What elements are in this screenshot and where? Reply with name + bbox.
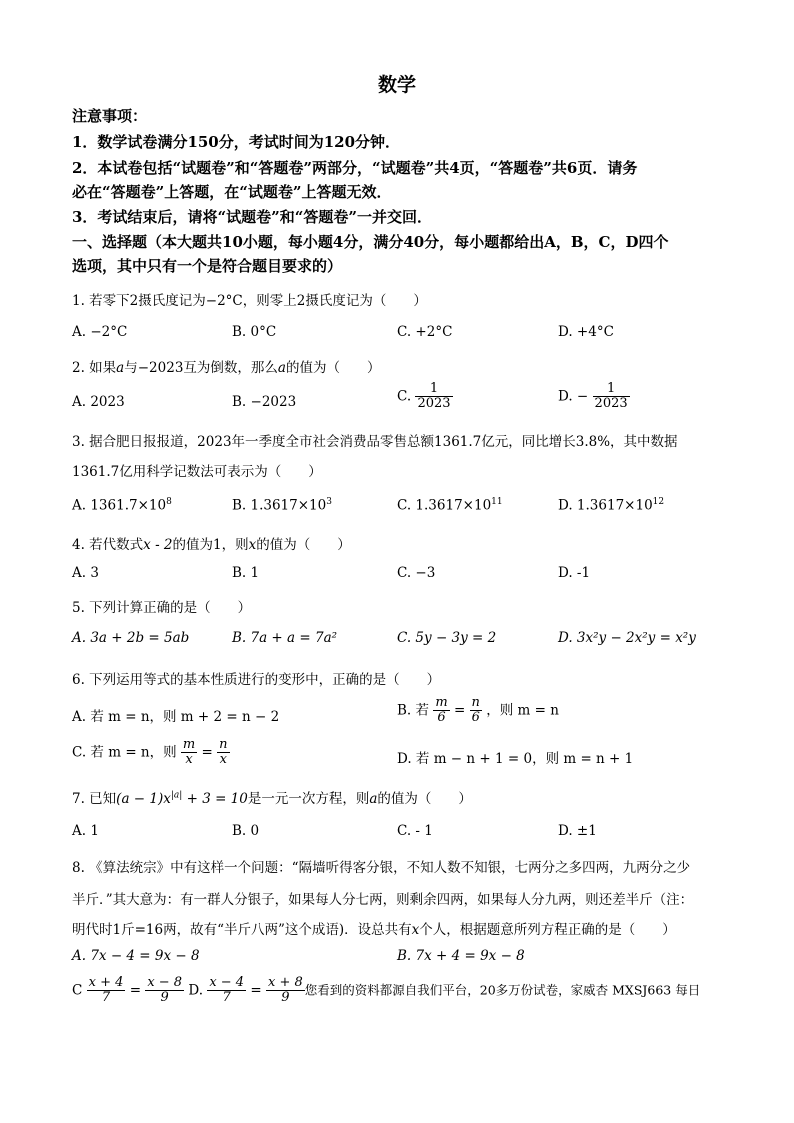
stem-text: 的值为（ ） — [377, 791, 472, 807]
option-text: D. 1.3617×10 — [558, 497, 653, 514]
denominator: x — [219, 752, 228, 768]
denominator: 6 — [471, 710, 480, 726]
question-1-stem — [72, 289, 427, 309]
denominator: 9 — [281, 990, 290, 1006]
option-b: B. 7x + 4 = 9x − 8 — [397, 948, 525, 964]
stem-text: 4. 若代数式 — [72, 537, 144, 553]
question-8-options-row2 — [72, 976, 732, 1016]
section-heading: 选项，其中只有一个是符合题目要求的） — [72, 257, 343, 275]
question-3-stem: 1361.7亿用科学记数法可表示为（ ） — [72, 464, 322, 480]
numerator: x + 4 — [88, 975, 124, 990]
fraction — [207, 976, 246, 1006]
option-label: D. − — [558, 388, 589, 405]
stem-text: 7. 已知 — [72, 791, 117, 807]
denominator: 6 — [437, 710, 446, 726]
watermark-text: 您看到的资料都源自我们平台，20多万份试卷，家威杏 MXSJ663 每日 — [304, 982, 701, 998]
numerator: 1 — [593, 382, 630, 397]
stem-exponent: |a| — [170, 790, 183, 801]
numerator: n — [471, 695, 480, 710]
stem-math: (a − 1)x — [116, 791, 171, 807]
notice-item: 2．本试卷包括“试题卷”和“答题卷”两部分，“试题卷”共4页，“答题卷”共6页．请务 — [72, 159, 638, 177]
option-text: A. 1361.7×10 — [72, 497, 167, 514]
option-a: A. 7x − 4 = 9x − 8 — [72, 948, 200, 964]
notice-heading: 注意事项： — [72, 107, 148, 125]
numerator: n — [219, 737, 228, 752]
fraction — [433, 696, 449, 726]
question-5-stem: 5. 下列计算正确的是（ ） — [72, 600, 252, 616]
fraction — [87, 976, 126, 1006]
option-c: C. +2°C — [397, 324, 453, 340]
stem-var: a — [116, 360, 125, 376]
option-a: A. 若 m = n，则 m + 2 = n − 2 — [72, 709, 280, 725]
option-d — [558, 497, 664, 514]
option-label: D. — [188, 982, 204, 999]
stem-text: 与−2023互为倒数，那么 — [124, 360, 278, 376]
equals: = — [201, 744, 213, 761]
option-b: B. −2023 — [232, 394, 297, 410]
numerator: x + 8 — [267, 975, 303, 990]
stem-text: 1. 若零下2摄氏度记为 — [72, 293, 206, 309]
option-c: C. −3 — [397, 565, 436, 581]
denominator: 9 — [160, 990, 169, 1006]
option-text: B. 若 — [397, 702, 430, 719]
fraction — [181, 738, 197, 768]
question-6-stem: 6. 下列运用等式的基本性质进行的变形中，正确的是（ ） — [72, 672, 441, 688]
option-b: B. 1 — [232, 565, 260, 581]
stem-text: 是一元一次方程，则 — [247, 791, 370, 807]
option-text: ，则 m = n — [486, 702, 559, 719]
question-8-stem — [72, 918, 676, 938]
notice-item: 3．考试结束后，请将“试题卷”和“答题卷”一并交回． — [72, 208, 432, 226]
question-1-options — [72, 324, 732, 346]
stem-text: 2. 如果 — [72, 360, 117, 376]
option-d: D. -1 — [558, 565, 591, 581]
option-c — [397, 382, 453, 412]
option-a: A. −2°C — [72, 324, 128, 340]
question-2-options — [72, 382, 732, 420]
option-d — [558, 382, 630, 412]
stem-var: a — [369, 791, 378, 807]
option-c — [72, 976, 700, 1006]
stem-text: 明代时1斤=16两，故有“半斤八两”这个成语)．设总共有 — [72, 922, 412, 938]
question-3-stem: 3. 据合肥日报报道，2023年一季度全市社会消费品零售总额1361.7亿元，同比增长3.8%，其中数据 — [72, 434, 678, 450]
fraction — [217, 738, 229, 768]
exponent: 11 — [491, 497, 503, 507]
notice-item: 1．数学试卷满分150分，考试时间为120分钟． — [72, 133, 401, 151]
stem-text: 的值为1，则 — [172, 537, 249, 553]
option-d: D. +4°C — [558, 324, 614, 340]
option-b: B. 0°C — [232, 324, 277, 340]
fraction — [145, 976, 184, 1006]
question-5-options — [72, 630, 732, 652]
stem-text: 个人，根据题意所列方程正确的是（ ） — [419, 922, 676, 938]
option-c: C. - 1 — [397, 823, 433, 839]
exponent: 12 — [652, 497, 665, 507]
question-8-stem: 半斤．”其大意为：有一群人分银子，如果每人分七两，则剩余四两，如果每人分九两，则还差半斤（注： — [72, 892, 694, 908]
question-4-stem — [72, 533, 351, 553]
option-a: A. 3a + 2b = 5ab — [72, 630, 190, 646]
numerator: m — [435, 695, 448, 710]
exponent: 8 — [166, 497, 172, 507]
numerator: m — [182, 737, 196, 752]
option-a: A. 1 — [72, 823, 99, 839]
question-3-options — [72, 497, 732, 519]
option-text: B. 1.3617×10 — [232, 497, 327, 514]
section-heading: 一、选择题（本大题共10小题，每小题4分，满分40分，每小题都给出A，B，C，D四个 — [72, 233, 669, 251]
option-a — [72, 497, 172, 514]
option-b — [232, 497, 332, 514]
option-c — [72, 738, 230, 768]
option-b: B. 7a + a = 7a² — [232, 630, 338, 646]
numerator: 1 — [415, 382, 452, 397]
question-6-options-row1 — [72, 696, 732, 732]
option-label: C. — [397, 388, 412, 405]
question-2-stem — [72, 356, 380, 376]
fraction — [593, 382, 630, 412]
denominator: 7 — [222, 990, 231, 1006]
stem-math: −2°C — [205, 293, 243, 309]
denominator: 2023 — [417, 396, 451, 412]
option-text: C. 1.3617×10 — [397, 497, 492, 514]
option-label: C — [72, 982, 83, 999]
question-7-options — [72, 823, 732, 845]
option-d: D. 若 m − n + 1 = 0，则 m = n + 1 — [397, 751, 634, 767]
exponent: 3 — [326, 497, 332, 507]
fraction — [415, 382, 452, 412]
numerator: x − 8 — [147, 975, 183, 990]
stem-var: x — [248, 537, 257, 553]
fraction — [470, 696, 482, 726]
question-7-stem — [72, 787, 472, 807]
stem-math: + 3 = 10 — [182, 791, 248, 807]
question-6-options-row2 — [72, 738, 732, 774]
denominator: 2023 — [594, 396, 628, 412]
question-8-options-row1 — [72, 948, 732, 970]
option-c — [397, 497, 503, 514]
equals: = — [453, 702, 466, 719]
stem-var: x — [411, 922, 420, 938]
equals: = — [129, 982, 142, 999]
option-c: C. 5y − 3y = 2 — [397, 630, 497, 646]
stem-var: a — [277, 360, 286, 376]
numerator: x − 4 — [209, 975, 245, 990]
stem-math: x - 2 — [143, 537, 173, 553]
option-b — [397, 696, 559, 726]
denominator: x — [185, 752, 193, 768]
option-text: C. 若 m = n，则 — [72, 744, 177, 761]
option-a: A. 2023 — [72, 394, 125, 410]
page-title: 数学 — [377, 74, 416, 96]
question-4-options — [72, 565, 732, 587]
fraction — [266, 976, 305, 1006]
notice-item: 必在“答题卷”上答题，在“试题卷”上答题无效． — [72, 183, 392, 201]
denominator: 7 — [101, 990, 111, 1006]
stem-text: ，则零上2摄氏度记为（ ） — [242, 293, 427, 309]
stem-text: 的值为（ ） — [285, 360, 381, 376]
option-a: A. 3 — [72, 565, 99, 581]
option-b: B. 0 — [232, 823, 260, 839]
equals: = — [250, 982, 262, 999]
stem-text: 的值为（ ） — [256, 537, 351, 553]
option-d: D. 3x²y − 2x²y = x²y — [558, 630, 696, 646]
question-8-stem: 8. 《算法统宗》中有这样一个问题：“隔墙听得客分银，不知人数不知银，七两分之多四两，九两分之少 — [72, 860, 691, 876]
option-d: D. ±1 — [558, 823, 597, 839]
